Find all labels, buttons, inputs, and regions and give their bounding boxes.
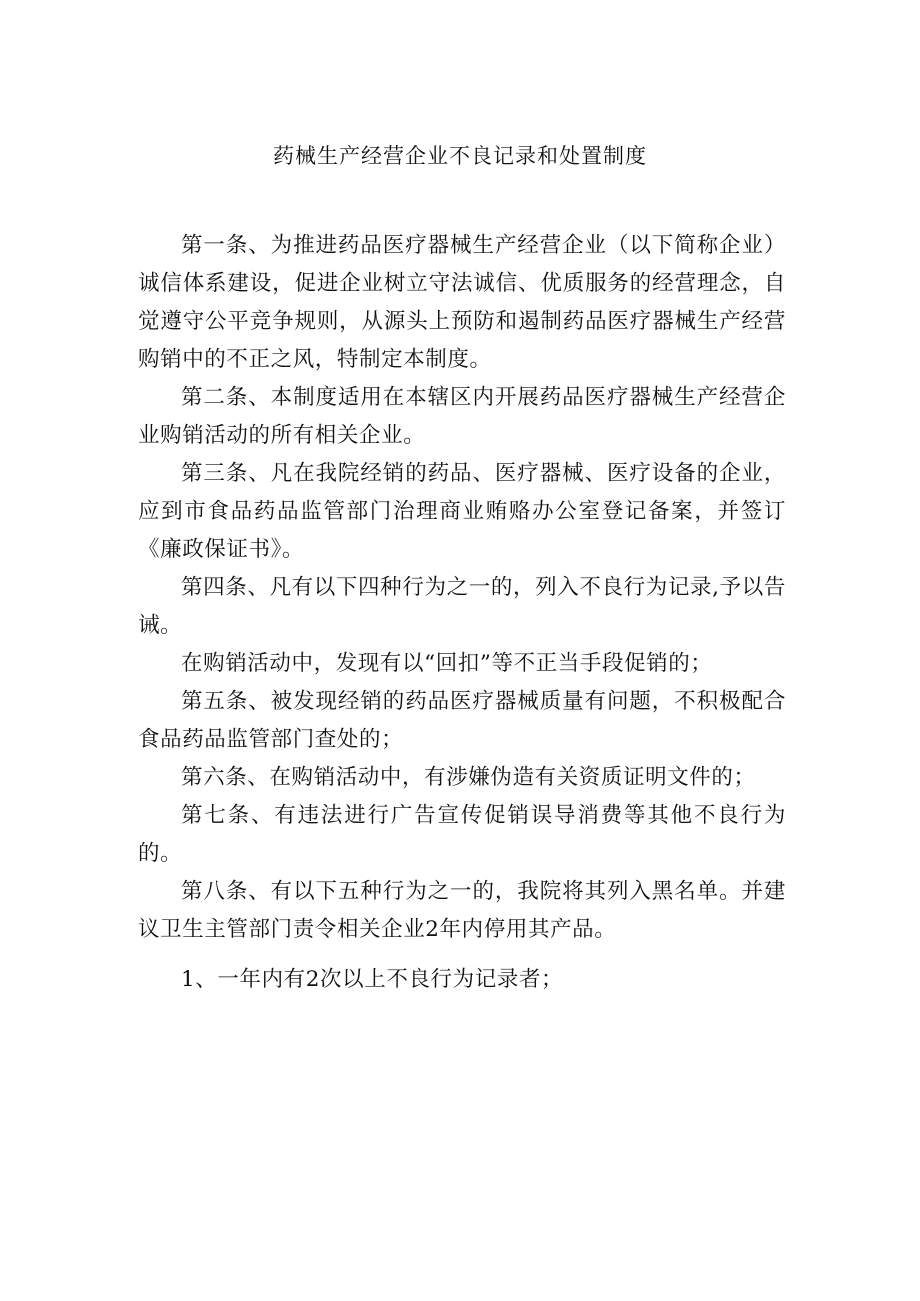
paragraph-article-8: 第八条、有以下五种行为之一的，我院将其列入黑名单。并建议卫生主管部门责令相关企业2年内停用其产品。 <box>138 879 786 942</box>
paragraph-kickback-clause: 在购销活动中，发现有以“回扣”等不正当手段促销的； <box>181 651 713 676</box>
paragraph-article-6: 第六条、在购销活动中，有涉嫌伪造有关资质证明文件的； <box>181 765 756 790</box>
document-title: 药械生产经营企业不良记录和处置制度 <box>273 144 647 168</box>
paragraph-article-3: 第三条、凡在我院经销的药品、医疗器械、医疗设备的企业，应到市食品药品监管部门治理商业贿赂办公室登记备案，并签订《廉政保证书》。 <box>138 461 786 562</box>
paragraph-article-1: 第一条、为推进药品医疗器械生产经营企业（以下简称企业）诚信体系建设，促进企业树立守法诚信、优质服务的经营理念，自觉遵守公平竞争规则，从源头上预防和遏制药品医疗器械生产经营购销中的不正之风，特制定本制度。 <box>138 233 786 372</box>
paragraph-article-2: 第二条、本制度适用在本辖区内开展药品医疗器械生产经营企业购销活动的所有相关企业。 <box>138 385 786 448</box>
paragraph-article-7: 第七条、有违法进行广告宣传促销误导消费等其他不良行为的。 <box>138 803 786 866</box>
paragraph-article-4: 第四条、凡有以下四种行为之一的，列入不良行为记录,予以告诫。 <box>138 575 786 638</box>
document-body <box>138 227 786 999</box>
paragraph-list-item-1: 1、一年内有2次以上不良行为记录者； <box>181 967 564 992</box>
paragraph-article-5: 第五条、被发现经销的药品医疗器械质量有问题，不积极配合食品药品监管部门查处的； <box>138 689 786 752</box>
